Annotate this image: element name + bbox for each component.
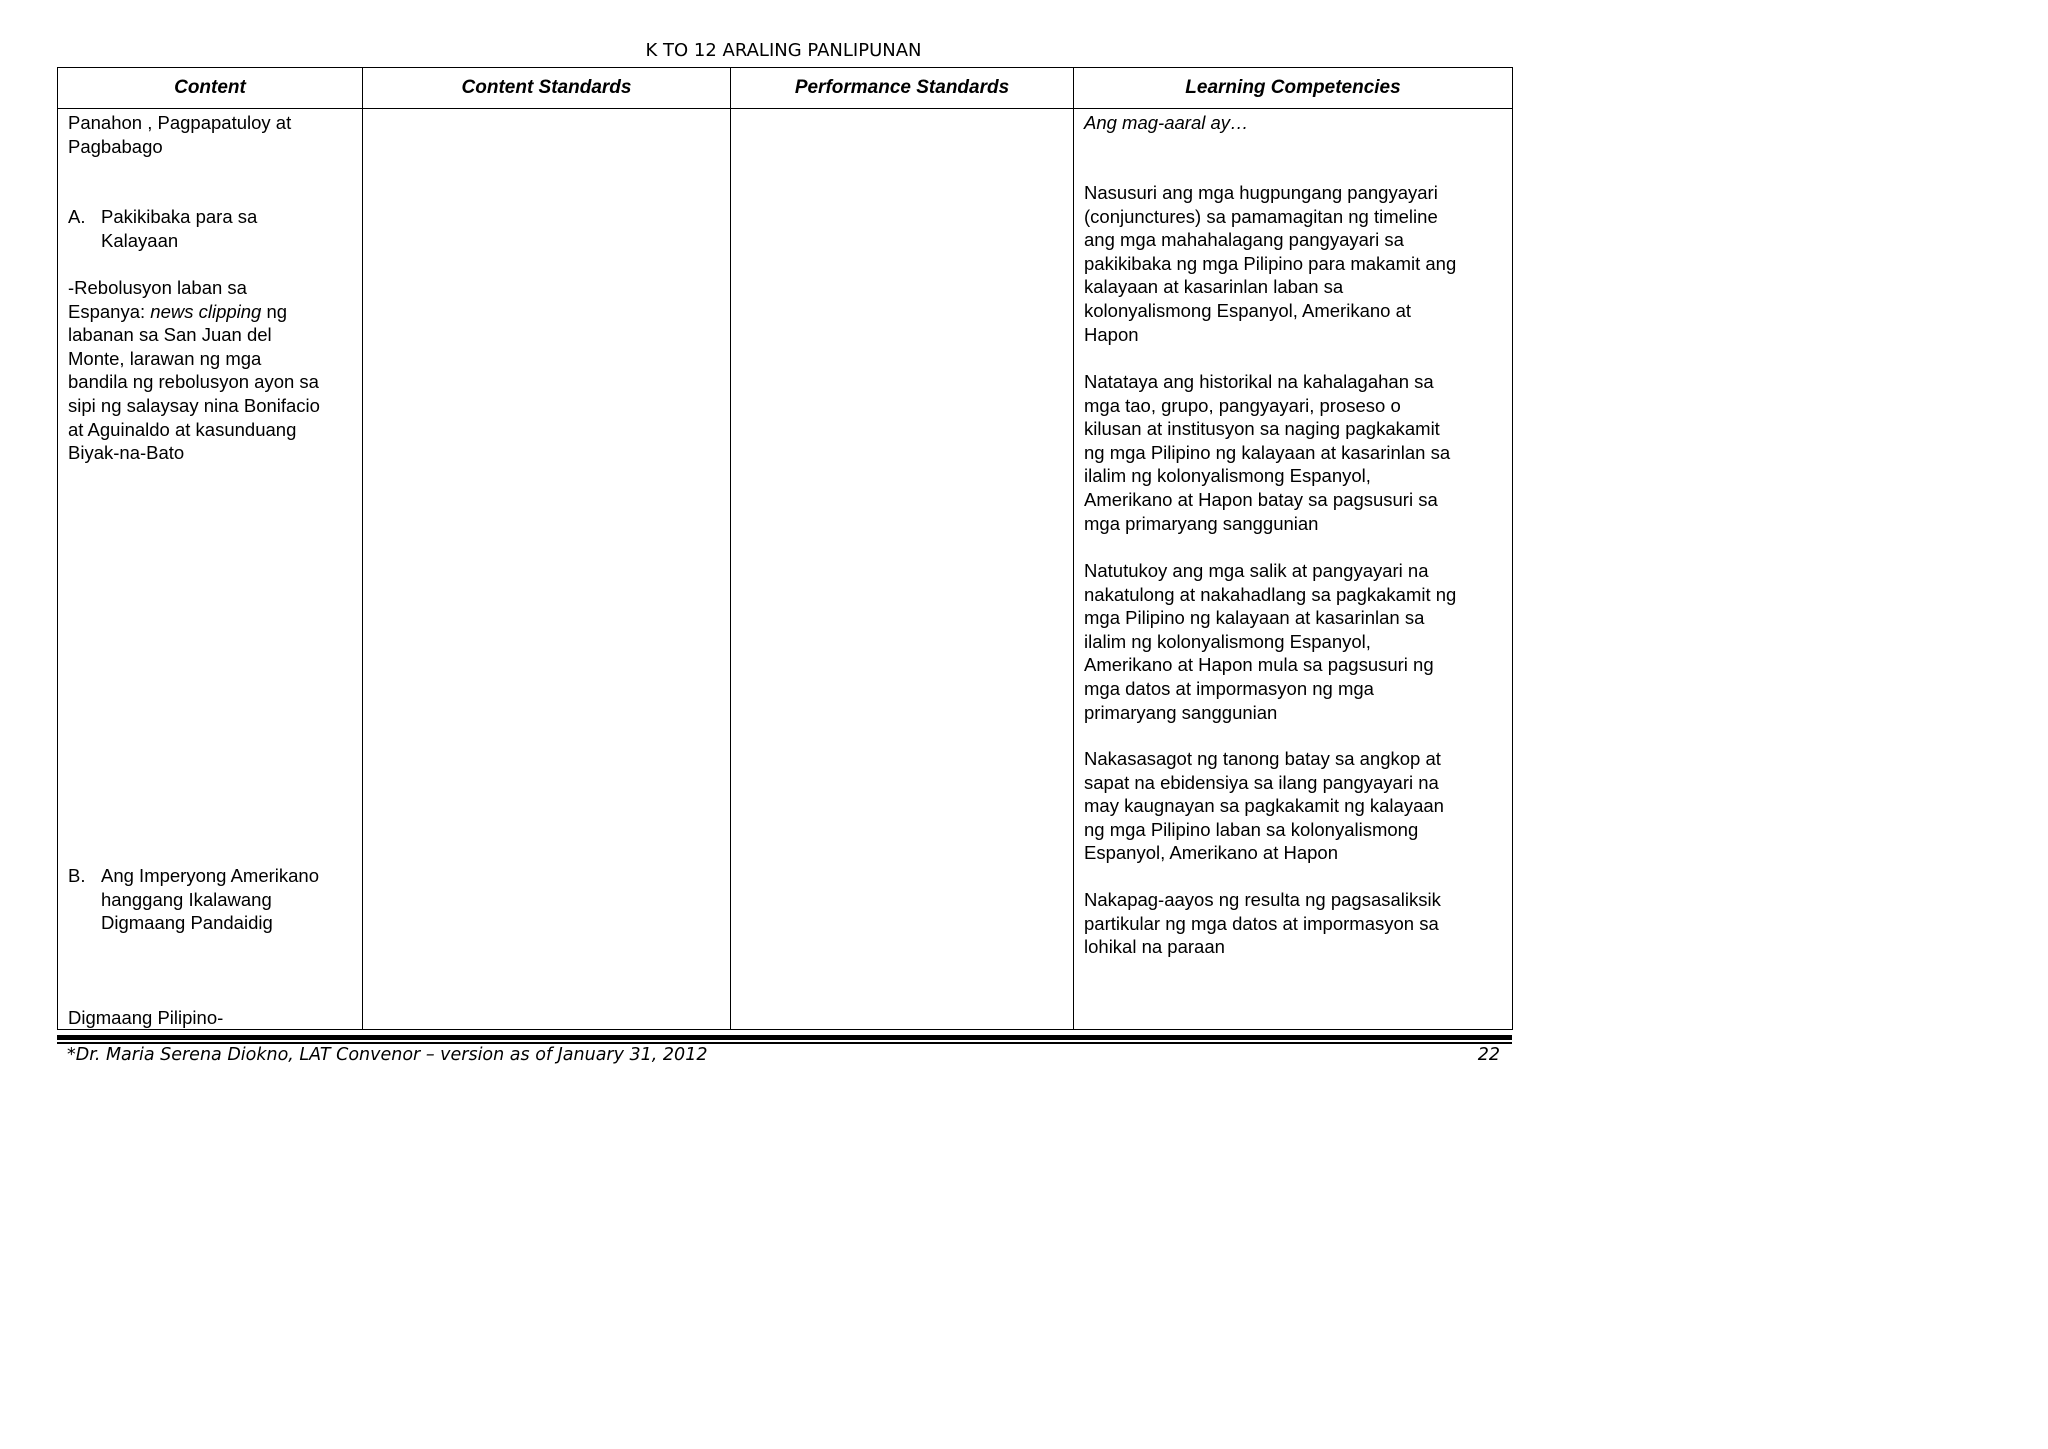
content-rebolusyon	[68, 276, 358, 465]
lc-item-4: Nakasasagot ng tanong batay sa angkop at sapat na ebidensiya sa ilang pangyayari na may kaugnayan sa pagkakamit ng kalayaan ng mga Pilipino laban sa kolonyalismong Espanyol, Amerikano at Hapon	[1084, 748, 1444, 864]
content-item-a	[68, 205, 358, 252]
lc-item-5: Nakapag-aayos ng resulta ng pagsasaliksik partikular ng mga datos at impormasyon sa lohikal na paraan	[1084, 889, 1441, 958]
header-content-standards: Content Standards	[363, 68, 731, 109]
curriculum-table	[57, 67, 1513, 1030]
page-header-title: K TO 12 ARALING PANLIPUNAN	[645, 40, 922, 61]
learning-competencies-cell	[1074, 109, 1513, 1030]
lc-intro: Ang mag-aaral ay…	[1084, 112, 1249, 133]
header-learning-competencies: Learning Competencies	[1074, 68, 1513, 109]
lc-item-3: Natutukoy ang mga salik at pangyayari na nakatulong at nakahadlang sa pagkakamit ng mga Pilipino ng kalayaan at kasarinlan sa ilalim ng kolonyalismong Espanyol, Amerikano at Hapon mula sa pagsusuri ng mga datos at impormasyon ng mga primaryang sanggunian	[1084, 560, 1457, 723]
item-a-marker: A.	[68, 206, 86, 227]
table-row	[58, 109, 1513, 1030]
header-content: Content	[58, 68, 363, 109]
item-b-text: Ang Imperyong Amerikano hanggang Ikalawang Digmaang Pandaidig	[101, 865, 320, 934]
header-performance-standards: Performance Standards	[731, 68, 1074, 109]
content-item-b	[68, 864, 358, 935]
item-a-text: Pakikibaka para sa Kalayaan	[101, 206, 258, 251]
item-b-marker: B.	[68, 865, 86, 886]
performance-standards-cell	[731, 109, 1074, 1030]
lc-item-2: Natataya ang historikal na kahalagahan sa mga tao, grupo, pangyayari, proseso o kilusan at institusyon sa naging pagkakamit ng mga Pilipino ng kalayaan at kasarinlan sa ilalim ng kolonyalismong Espanyol, Amerikano at Hapon batay sa pagsusuri sa mga primaryang sanggunian	[1084, 371, 1451, 534]
content-standards-cell	[363, 109, 731, 1030]
footer-credit: *Dr. Maria Serena Diokno, LAT Convenor – version as of January 31, 2012	[67, 1045, 708, 1065]
table-header-row	[58, 68, 1513, 109]
lc-item-1: Nasusuri ang mga hugpungang pangyayari (conjunctures) sa pamamagitan ng timeline ang mga mahahalagang pangyayari sa pakikibaka ng mga Pilipino para makamit ang kalayaan at kasarinlan laban sa kolonyalismong Espanyol, Amerikano at Hapon	[1084, 182, 1457, 345]
rebolusyon-italic: news clipping	[150, 300, 262, 322]
rebolusyon-prefix: -Rebolusyon laban sa Espanya:	[68, 277, 247, 322]
content-topic: Panahon , Pagpapatuloy at Pagbabago	[68, 112, 292, 157]
page-number: 22	[1477, 1045, 1500, 1065]
rebolusyon-suffix: ng labanan sa San Juan del Monte, larawan ng mga bandila ng rebolusyon ayon sa sipi ng salaysay nina Bonifacio at Aguinaldo at kasunduang Biyak-na-Bato	[68, 300, 320, 464]
footer-rule-thin	[57, 1042, 1512, 1044]
content-digmaang: Digmaang Pilipino-	[68, 1007, 224, 1028]
content-cell	[58, 109, 363, 1030]
footer-rule-thick	[57, 1035, 1512, 1040]
